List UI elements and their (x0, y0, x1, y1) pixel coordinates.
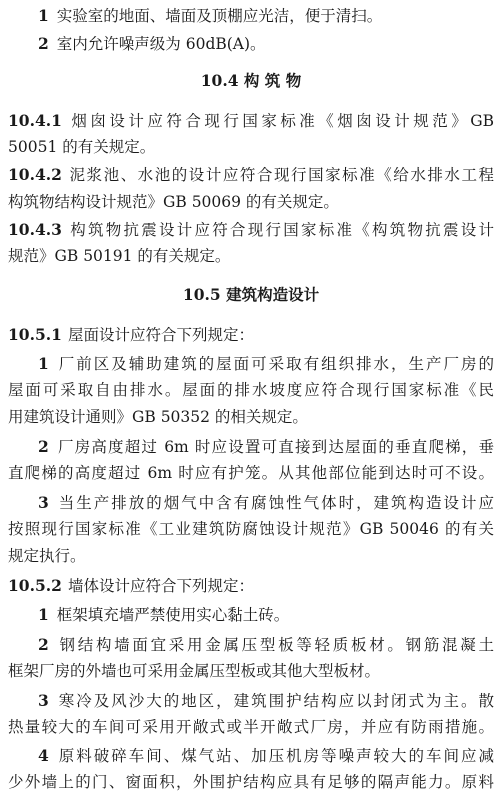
list-item (38, 691, 494, 711)
item-number: 3 (38, 493, 49, 512)
section-heading: 10.5 建筑构造设计 (182, 285, 320, 304)
list-item (38, 746, 494, 766)
clause (8, 325, 494, 345)
item-number: 1 (38, 6, 49, 25)
list-item (38, 635, 494, 655)
clause (8, 576, 494, 596)
clause-number: 10.5.2 (8, 576, 62, 595)
list-item-continuation: 按照现行国家标准《工业建筑防腐蚀设计规范》GB 50046 的有关 (8, 520, 494, 538)
item-number: 2 (38, 437, 49, 456)
item-text: 寒冷及风沙大的地区，建筑围护结构应以封闭式为主。散 (56, 692, 494, 710)
clause (8, 165, 494, 185)
list-item (38, 605, 494, 625)
clause (8, 220, 494, 240)
clause-continuation: 50051 的有关规定。 (8, 138, 156, 156)
list-item (38, 354, 494, 374)
item-text: 当生产排放的烟气中含有腐蚀性气体时，建筑构造设计应 (56, 494, 494, 512)
clause-number: 10.5.1 (8, 325, 62, 344)
clause-text: 构筑物抗震设计应符合现行国家标准《构筑物抗震设计 (67, 221, 494, 239)
item-text: 厂前区及辅助建筑的屋面可采取有组织排水，生产厂房的 (56, 355, 494, 373)
clause-continuation: 规范》GB 50191 的有关规定。 (8, 247, 231, 265)
clause-text: 烟囱设计应符合现行国家标准《烟囱设计规范》GB (67, 112, 494, 130)
list-item-continuation: 屋面可采取自由排水。屋面的排水坡度应符合现行国家标准《民 (8, 381, 494, 399)
clause (8, 111, 494, 131)
item-number: 1 (38, 605, 49, 624)
item-text: 实验室的地面、墙面及顶棚应光洁，便于清扫。 (56, 7, 383, 25)
clause-continuation: 构筑物结构设计规范》GB 50069 的有关规定。 (8, 193, 339, 211)
item-text: 原料破碎车间、煤气站、加压机房等噪声较大的车间应减 (56, 747, 494, 765)
item-text: 厂房高度超过 6m 时应设置可直接到达屋面的垂直爬梯，垂 (56, 438, 494, 456)
list-item (38, 6, 494, 26)
list-item-continuation: 规定执行。 (8, 547, 86, 565)
item-number: 2 (38, 34, 49, 53)
clause-text: 屋面设计应符合下列规定： (67, 326, 254, 344)
list-item-continuation: 框架厂房的外墙也可采用金属压型板或其他大型板材。 (8, 662, 381, 680)
list-item-continuation: 热量较大的车间可采用开敞式或半开敞式厂房，并应有防雨措施。 (8, 718, 494, 736)
item-text: 框架填充墙严禁使用实心黏土砖。 (56, 606, 290, 624)
item-number: 4 (38, 746, 49, 765)
item-text: 钢结构墙面宜采用金属压型板等轻质板材。钢筋混凝土 (56, 636, 494, 654)
clause-text: 墙体设计应符合下列规定： (67, 577, 254, 595)
clause-number: 10.4.1 (8, 111, 62, 130)
clause-number: 10.4.3 (8, 220, 62, 239)
list-item-continuation: 少外墙上的门、窗面积，外围护结构应具有足够的隔声能力。原料 (8, 773, 494, 791)
list-item-continuation: 直爬梯的高度超过 6m 时应有护笼。从其他部位能到达时可不设。 (8, 464, 494, 482)
section-heading: 10.4 构 筑 物 (200, 71, 302, 90)
item-number: 1 (38, 354, 49, 373)
item-number: 3 (38, 691, 49, 710)
item-number: 2 (38, 635, 49, 654)
list-item (38, 34, 494, 54)
list-item (38, 493, 494, 513)
clause-number: 10.4.2 (8, 165, 62, 184)
list-item-continuation: 用建筑设计通则》GB 50352 的相关规定。 (8, 408, 308, 426)
clause-text: 泥浆池、水池的设计应符合现行国家标准《给水排水工程 (67, 166, 494, 184)
list-item (38, 437, 494, 457)
item-text: 室内允许噪声级为 60dB(A)。 (56, 35, 266, 53)
